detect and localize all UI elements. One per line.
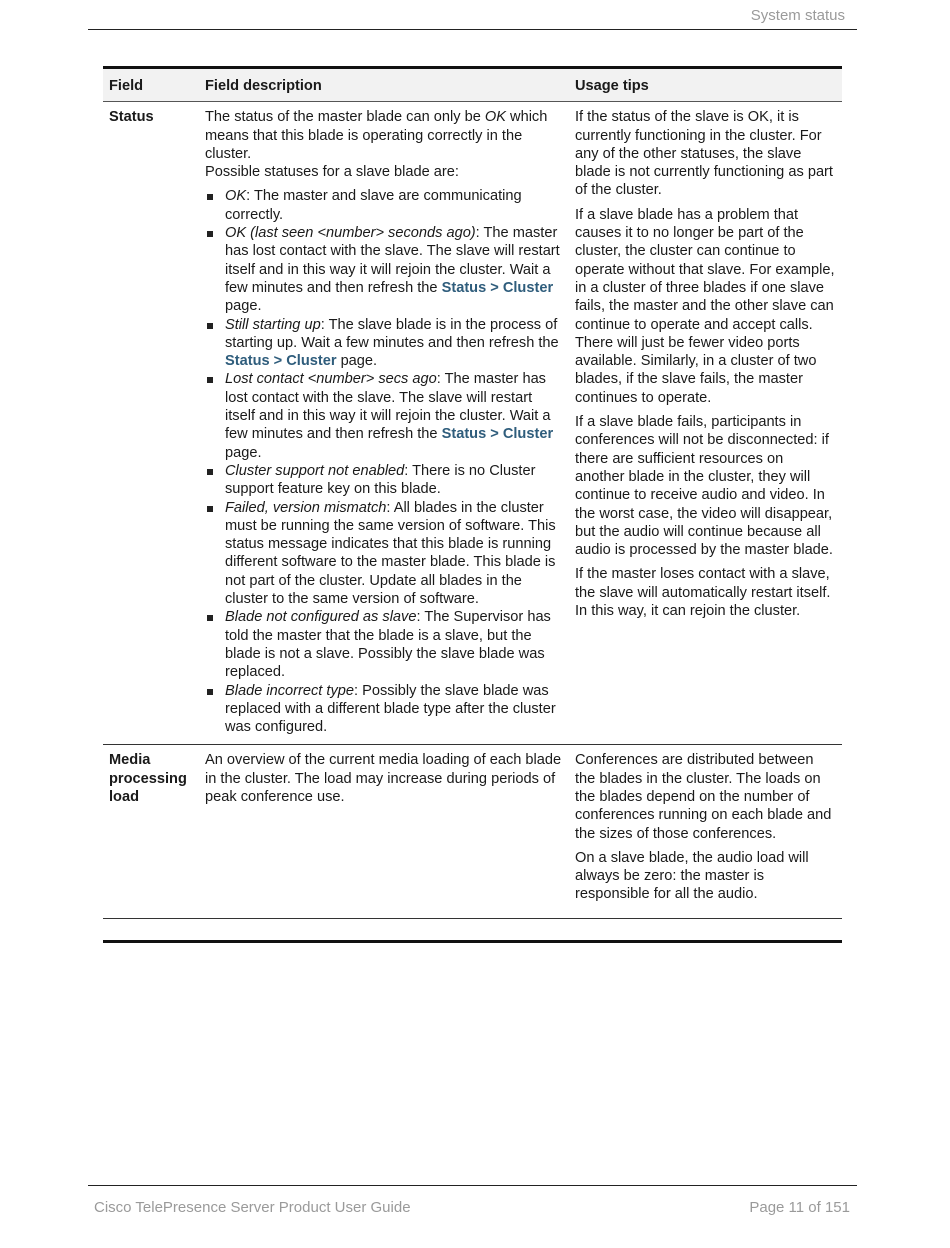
field-name-media-load: Media processing load	[109, 752, 187, 805]
status-text: : There is no Cluster support feature key on this blade.	[225, 462, 536, 498]
tip-paragraph: On a slave blade, the audio load will always be zero: the master is responsible for all the audio.	[575, 849, 809, 903]
bullet-icon	[207, 506, 213, 512]
status-name: Cluster support not enabled	[225, 462, 405, 479]
bullet-icon	[207, 689, 213, 695]
status-text: : Possibly the slave blade was replaced with a different blade type after the cluster was configured.	[225, 682, 556, 736]
list-item	[205, 608, 563, 681]
status-name: Blade not configured as slave	[225, 609, 417, 626]
bullet-icon	[207, 469, 213, 475]
status-text: : All blades in the cluster must be running the same version of software. This status message indicates that this blade is running different software to the master blade. This blade is not part of the cluster. Update all blades in the cluster to the same version of software.	[225, 499, 556, 608]
status-name: Blade incorrect type	[225, 682, 354, 699]
bullet-icon	[207, 194, 213, 200]
table-row-status	[103, 102, 842, 745]
bullet-icon	[207, 323, 213, 329]
status-text: page.	[225, 298, 262, 315]
table-header-row	[103, 68, 842, 102]
list-item	[205, 224, 563, 315]
status-cluster-link[interactable]: Status > Cluster	[441, 426, 554, 443]
status-cluster-link[interactable]: Status > Cluster	[441, 279, 554, 296]
slave-status-list	[205, 187, 563, 736]
text-run: The status of the master blade can only be	[205, 109, 485, 126]
status-text: page.	[336, 353, 378, 370]
status-fields-table	[103, 66, 842, 919]
table-row-media-load	[103, 745, 842, 918]
column-header-usage-tips: Usage tips	[575, 78, 649, 94]
status-name: Still starting up	[225, 316, 321, 333]
status-text: : The master has lost contact with the slave. The slave will restart itself and in this way it will rejoin the cluster. Wait a few minutes and then refresh the	[225, 371, 551, 443]
master-status-text	[205, 108, 563, 163]
field-description-media-load: An overview of the current media loading of each blade in the cluster. The load may increase during periods of peak conference use.	[205, 752, 562, 805]
bullet-icon	[207, 377, 213, 383]
tip-paragraph: If the master loses contact with a slave, the slave will automatically restart itself. In this way, it can rejoin the cluster.	[575, 566, 831, 620]
slave-status-intro: Possible statuses for a slave blade are:	[205, 164, 459, 181]
status-text: page.	[225, 444, 262, 461]
status-text: : The master and slave are communicating correctly.	[225, 188, 522, 223]
text-run: which means that this blade is operating correctly in the cluster.	[205, 109, 548, 162]
tip-paragraph: If a slave blade has a problem that causes it to no longer be part of the cluster, the cluster can continue to operate without that slave. For example, in a cluster of three blades if one slave fails, the master and the other slave can continue to operate and accept calls. There will just be fewer video ports available. Similarly, in a cluster of two blades, if the slave fails, the master continues to operate.	[575, 206, 835, 406]
list-item	[205, 316, 563, 371]
column-header-description: Field description	[205, 78, 322, 94]
section-title: System status	[750, 7, 845, 24]
tip-paragraph: If a slave blade fails, participants in conferences will not be disconnected: if there are sufficient resources on another blade in the cluster, they will continue to receive audio and video. In the worst case, the video will disappear, but the audio will continue because all audio is processed by the master blade.	[575, 414, 833, 559]
field-name-status: Status	[109, 109, 154, 126]
page-number: Page 11 of 151	[749, 1199, 850, 1216]
guide-title: Cisco TelePresence Server Product User Guide	[94, 1199, 411, 1216]
text-run-italic: OK	[484, 109, 506, 126]
field-description-status	[199, 102, 569, 745]
list-item	[205, 370, 563, 461]
bullet-icon	[207, 231, 213, 237]
status-name: OK	[225, 188, 247, 205]
status-text: : The slave blade is in the process of starting up. Wait a few minutes and then refresh the	[225, 316, 559, 351]
page-header	[88, 0, 857, 30]
status-name: Failed, version mismatch	[225, 499, 387, 516]
status-cluster-link[interactable]: Status > Cluster	[225, 353, 337, 370]
page-footer	[88, 1185, 857, 1226]
list-item	[205, 462, 563, 499]
table-bottom-rule	[103, 940, 842, 943]
column-header-field: Field	[109, 78, 144, 94]
tip-paragraph: Conferences are distributed between the blades in the cluster. The loads on the blades depend on the number of conferences running on each blade and the sizes of those conferences.	[575, 752, 832, 842]
tip-paragraph: If the status of the slave is OK, it is currently functioning in the cluster. For any of the other statuses, the slave blade is not currently functioning as part of the cluster.	[575, 109, 833, 199]
usage-tips-media-load	[569, 745, 842, 918]
list-item	[205, 682, 563, 737]
status-text: : The Supervisor has told the master that the blade is a slave, but the blade is not a slave. Possibly the slave blade was replaced.	[225, 609, 551, 681]
list-item	[205, 187, 563, 224]
usage-tips-status	[569, 102, 842, 745]
status-name: Lost contact <number> secs ago	[225, 371, 437, 388]
status-text: : The master has lost contact with the slave. The slave will restart itself and in this way it will rejoin the cluster. Wait a few minutes and then refresh the	[225, 225, 560, 296]
list-item	[205, 499, 563, 609]
bullet-icon	[207, 615, 213, 621]
status-name: OK (last seen <number> seconds ago)	[225, 225, 476, 242]
